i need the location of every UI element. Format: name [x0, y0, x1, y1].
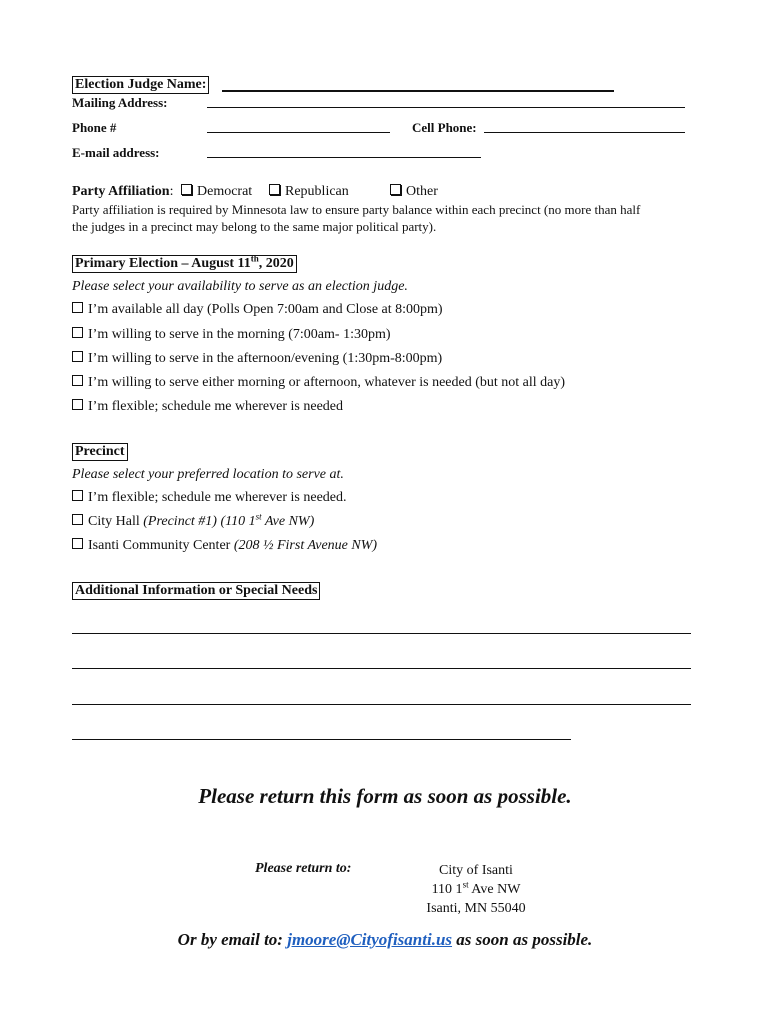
availability-option-label: I’m willing to serve in the afternoon/evening (1:30pm-8:00pm) [88, 351, 443, 366]
address-line-3: Isanti, MN 55040 [426, 901, 526, 916]
mailing-address-field[interactable] [207, 107, 685, 108]
precinct-heading-text: Precinct [75, 444, 125, 459]
availability-option-label: I’m willing to serve in the morning (7:00am- 1:30pm) [88, 327, 391, 342]
checkbox-icon[interactable] [72, 399, 83, 410]
precinct-detail-text: (Precinct #1) (110 1 [143, 514, 256, 529]
address-line-2-sup: st [462, 879, 469, 890]
judge-name-label [72, 76, 209, 94]
party-option-label: Other [406, 184, 438, 199]
precinct-option-detail: (208 ½ First Avenue NW) [233, 538, 378, 553]
checkbox-icon[interactable] [72, 375, 83, 386]
return-address-block [376, 861, 576, 918]
party-affiliation-row [72, 184, 252, 200]
precinct-detail-text-end: Ave NW) [261, 514, 315, 529]
address-line-1: City of Isanti [439, 863, 513, 878]
primary-election-heading [72, 255, 297, 273]
precinct-option-detail [143, 511, 315, 529]
cell-phone-field[interactable] [484, 132, 685, 133]
email-return-line [0, 930, 770, 950]
email-field[interactable] [207, 157, 481, 158]
address-line-2-text: 110 1 [431, 882, 463, 897]
checkbox-icon[interactable] [72, 490, 83, 501]
checkbox-icon[interactable] [72, 302, 83, 313]
party-option-democrat[interactable] [181, 184, 252, 199]
return-to-label: Please return to: [255, 861, 352, 876]
precinct-option-label: City Hall [88, 514, 140, 529]
phone-label: Phone # [72, 120, 117, 135]
party-option-other[interactable] [390, 184, 438, 200]
additional-info-heading [72, 582, 320, 600]
email-return-prefix: Or by email to: [177, 930, 283, 949]
precinct-option-community-center[interactable] [72, 538, 377, 554]
party-affiliation-colon: : [169, 184, 174, 199]
checkbox-icon[interactable] [72, 538, 83, 549]
precinct-option-city-hall[interactable] [72, 511, 315, 530]
checkbox-icon[interactable] [269, 184, 280, 195]
checkbox-icon[interactable] [72, 351, 83, 362]
primary-heading-text: Primary Election – August 11 [75, 256, 251, 271]
availability-option-afternoon[interactable] [72, 351, 442, 367]
email-label: E-mail address: [72, 145, 160, 160]
phone-field[interactable] [207, 132, 390, 133]
email-return-suffix: as soon as possible. [456, 930, 593, 949]
checkbox-icon[interactable] [181, 184, 192, 195]
availability-option-label: I’m flexible; schedule me wherever is needed [88, 399, 344, 414]
return-email-link[interactable]: jmoore@Cityofisanti.us [287, 930, 453, 949]
cell-phone-label: Cell Phone: [412, 120, 477, 135]
precinct-option-label: I’m flexible; schedule me wherever is needed. [88, 490, 347, 505]
judge-name-field[interactable] [222, 90, 614, 92]
additional-info-line-3[interactable] [72, 704, 691, 705]
primary-heading-sup: th [250, 253, 259, 264]
precinct-option-label: Isanti Community Center [88, 538, 231, 553]
return-headline: Please return this form as soon as possible. [198, 784, 572, 808]
availability-option-either[interactable] [72, 375, 565, 391]
address-line-2 [376, 880, 576, 899]
checkbox-icon[interactable] [390, 184, 401, 195]
additional-info-line-1[interactable] [72, 633, 691, 634]
precinct-option-flexible[interactable] [72, 490, 347, 506]
additional-info-line-2[interactable] [72, 668, 691, 669]
party-option-republican[interactable] [269, 184, 349, 200]
party-option-label: Republican [285, 184, 349, 199]
precinct-heading [72, 443, 128, 461]
availability-option-label: I’m willing to serve either morning or afternoon, whatever is needed (but not all day) [88, 375, 566, 390]
availability-option-label: I’m available all day (Polls Open 7:00am and Close at 8:00pm) [88, 302, 443, 317]
availability-option-all-day[interactable] [72, 302, 443, 318]
checkbox-icon[interactable] [72, 327, 83, 338]
additional-info-line-4[interactable] [72, 739, 571, 740]
party-option-label: Democrat [197, 184, 253, 199]
checkbox-icon[interactable] [72, 514, 83, 525]
party-affiliation-label: Party Affiliation [72, 184, 170, 199]
address-line-2-end: Ave NW [468, 882, 521, 897]
party-note-line2: the judges in a precinct may belong to the same major political party). [72, 219, 437, 234]
primary-instruction: Please select your availability to serve as an election judge. [72, 279, 408, 294]
party-note-line1: Party affiliation is required by Minnesota law to ensure party balance within each precinct (no more than half [72, 202, 641, 217]
additional-info-heading-text: Additional Information or Special Needs [75, 583, 318, 598]
availability-option-flexible[interactable] [72, 399, 343, 415]
availability-option-morning[interactable] [72, 327, 391, 343]
precinct-detail-sup: st [255, 511, 262, 522]
judge-name-label-text: Election Judge Name: [75, 77, 207, 92]
primary-heading-year: , 2020 [258, 256, 294, 271]
precinct-instruction: Please select your preferred location to serve at. [72, 467, 344, 482]
mailing-address-label: Mailing Address: [72, 95, 168, 110]
